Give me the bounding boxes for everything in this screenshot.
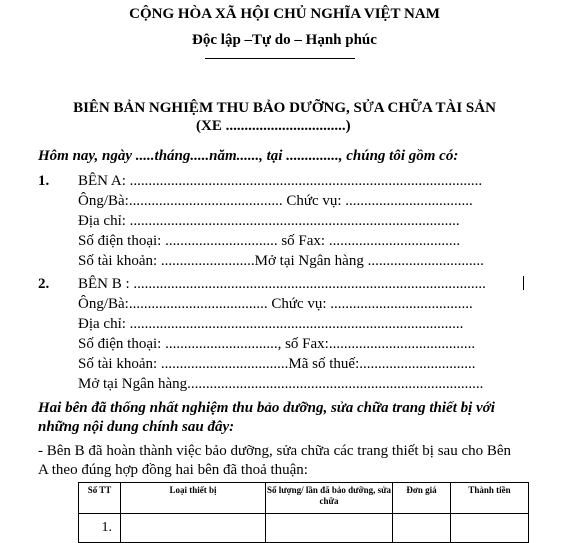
cell-equipment-type — [121, 514, 266, 543]
party-b-account: Số tài khoản: ..................................Mã số thuế:............................... — [78, 356, 476, 372]
party-b-phone: Số điện thoại: .............................., số Fax:....................................... — [78, 336, 476, 352]
party-a-account: Số tài khoản: .........................Mở tại Ngân hàng ............................... — [78, 253, 484, 269]
document-title: BIÊN BẢN NGHIỆM THU BẢO DƯỠNG, SỬA CHỮA TÀI SẢN — [73, 100, 496, 116]
vehicle-line: (XE ................................) — [196, 118, 351, 134]
table-header-row — [79, 483, 529, 514]
party-a-representative: Ông/Bà:......................................... Chức vụ: .................................. — [78, 193, 473, 209]
intro-line: Hôm nay, ngày .....tháng.....năm......, tại .............., chúng tôi gồm có: — [38, 148, 459, 164]
country-name: CỘNG HÒA XÃ HỘI CHỦ NGHĨA VIỆT NAM — [129, 6, 440, 22]
header-unit-price: Đơn giá — [393, 483, 451, 514]
agreement-line-2: những nội dung chính sau đây: — [38, 419, 235, 435]
asset-table — [78, 482, 529, 543]
party-a-address: Địa chỉ: ........................................................................................ — [78, 213, 460, 229]
national-motto: Độc lập –Tự do – Hạnh phúc — [192, 32, 377, 48]
statement-line-2: A theo đúng hợp đồng hai bên đã thoả thuận: — [38, 462, 308, 478]
party-a-name-line — [78, 173, 482, 190]
party-a-name: BÊN A: .............................................................................................. — [78, 173, 483, 189]
party-b-bank: Mở tại Ngân hàng............................................................................... — [78, 376, 484, 392]
header-total: Thành tiền — [451, 483, 529, 514]
party-a-number: 1. — [38, 173, 50, 189]
agreement-line-1: Hai bên đã thống nhất nghiệm thu bảo dưỡng, sửa chữa trang thiết bị với — [38, 400, 495, 416]
cell-unit-price — [393, 514, 451, 543]
header-stt: Số TT — [79, 483, 121, 514]
party-b-name-line — [78, 276, 486, 293]
header-quantity: Số lượng/ lần đã bảo dưỡng, sửa chữa — [266, 483, 393, 514]
table-row — [79, 514, 529, 543]
cell-quantity — [266, 514, 393, 543]
cell-stt: 1. — [79, 514, 121, 543]
header-equipment-type: Loại thiết bị — [121, 483, 266, 514]
text-cursor — [523, 276, 524, 290]
party-b-address: Địa chỉ: ......................................................................................... — [78, 316, 464, 332]
party-b-name: BÊN B : .............................................................................................. — [78, 276, 486, 292]
header-divider — [205, 58, 355, 59]
party-b-representative: Ông/Bà:..................................... Chức vụ: ...................................... — [78, 296, 473, 312]
party-a-phone: Số điện thoại: .............................. số Fax: ................................... — [78, 233, 461, 249]
statement-line-1: - Bên B đã hoàn thành việc bảo dưỡng, sửa chữa các trang thiết bị sau cho Bên — [38, 443, 512, 459]
cell-total — [451, 514, 529, 543]
party-b-number: 2. — [38, 276, 50, 292]
